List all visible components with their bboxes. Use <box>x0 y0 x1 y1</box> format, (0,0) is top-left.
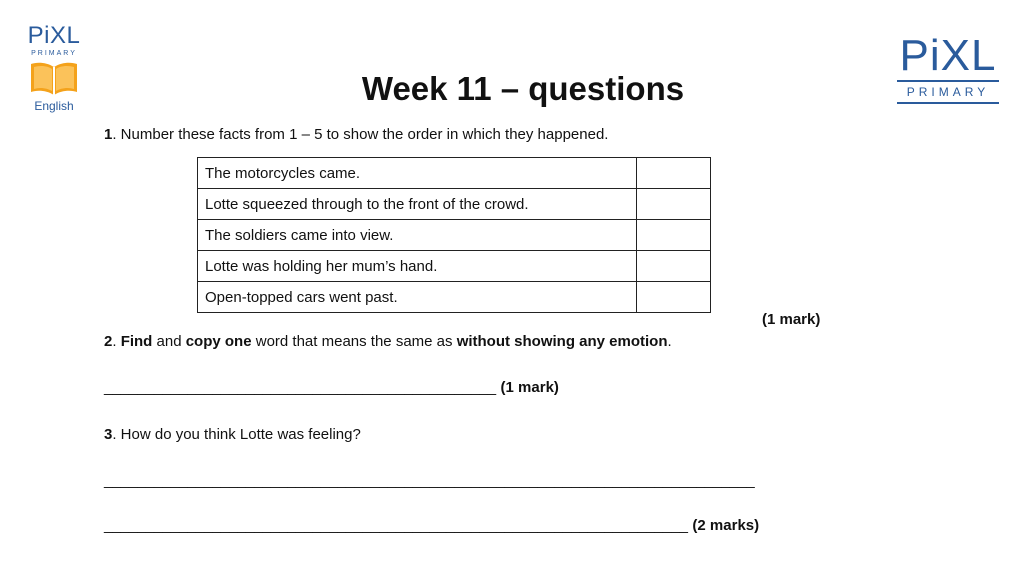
answer-line[interactable]: ______________________________________________________________________ <box>104 517 688 534</box>
question-1-marks: (1 mark) <box>762 311 821 328</box>
question-2-number: 2 <box>104 333 113 350</box>
table-row <box>198 189 711 220</box>
table-row <box>198 220 711 251</box>
fact-cell: Lotte squeezed through to the front of the crowd. <box>198 189 637 220</box>
order-answer-box[interactable] <box>637 189 711 220</box>
answer-line[interactable]: _______________________________________________ <box>104 379 497 396</box>
question-2-middle: word that means the same as <box>251 333 457 350</box>
table-row <box>198 282 711 313</box>
question-2-answer-row <box>104 379 559 397</box>
order-answer-box[interactable] <box>637 220 711 251</box>
fact-cell: The motorcycles came. <box>198 158 637 189</box>
facts-table <box>197 157 711 313</box>
question-2-end: . <box>667 333 672 350</box>
logo-right-brand: PiXL <box>899 31 997 80</box>
order-answer-box[interactable] <box>637 158 711 189</box>
question-2-marks: (1 mark) <box>500 379 559 396</box>
question-2 <box>104 333 672 350</box>
logo-left-brand: PiXL <box>27 22 81 49</box>
question-3-marks: (2 marks) <box>692 517 760 534</box>
question-3-answer-row <box>104 517 759 535</box>
question-2-phrase: without showing any emotion <box>456 333 668 350</box>
question-1-number: 1 <box>104 126 113 143</box>
table-row <box>198 251 711 282</box>
answer-line[interactable]: ______________________________________________________________________________ <box>104 472 755 489</box>
question-3-text: . How do you think Lotte was feeling? <box>112 426 361 443</box>
fact-cell: Open-topped cars went past. <box>198 282 637 313</box>
question-1 <box>104 126 608 143</box>
question-2-sep: . <box>112 333 121 350</box>
question-2-find: Find <box>120 333 153 350</box>
logo-right-sub: PRIMARY <box>906 85 990 99</box>
question-2-copy-one: copy one <box>185 333 252 350</box>
fact-cell: Lotte was holding her mum’s hand. <box>198 251 637 282</box>
question-1-text: . Number these facts from 1 – 5 to show the order in which they happened. <box>112 126 609 143</box>
question-3-number: 3 <box>104 426 113 443</box>
order-answer-box[interactable] <box>637 251 711 282</box>
logo-left-sub: PRIMARY <box>31 50 77 57</box>
page-title: Week 11 – questions <box>361 70 685 107</box>
question-2-and: and <box>152 333 186 350</box>
order-answer-box[interactable] <box>637 282 711 313</box>
fact-cell: The soldiers came into view. <box>198 220 637 251</box>
logo-left-english: English <box>34 99 74 113</box>
question-3 <box>104 426 361 443</box>
table-row <box>198 158 711 189</box>
